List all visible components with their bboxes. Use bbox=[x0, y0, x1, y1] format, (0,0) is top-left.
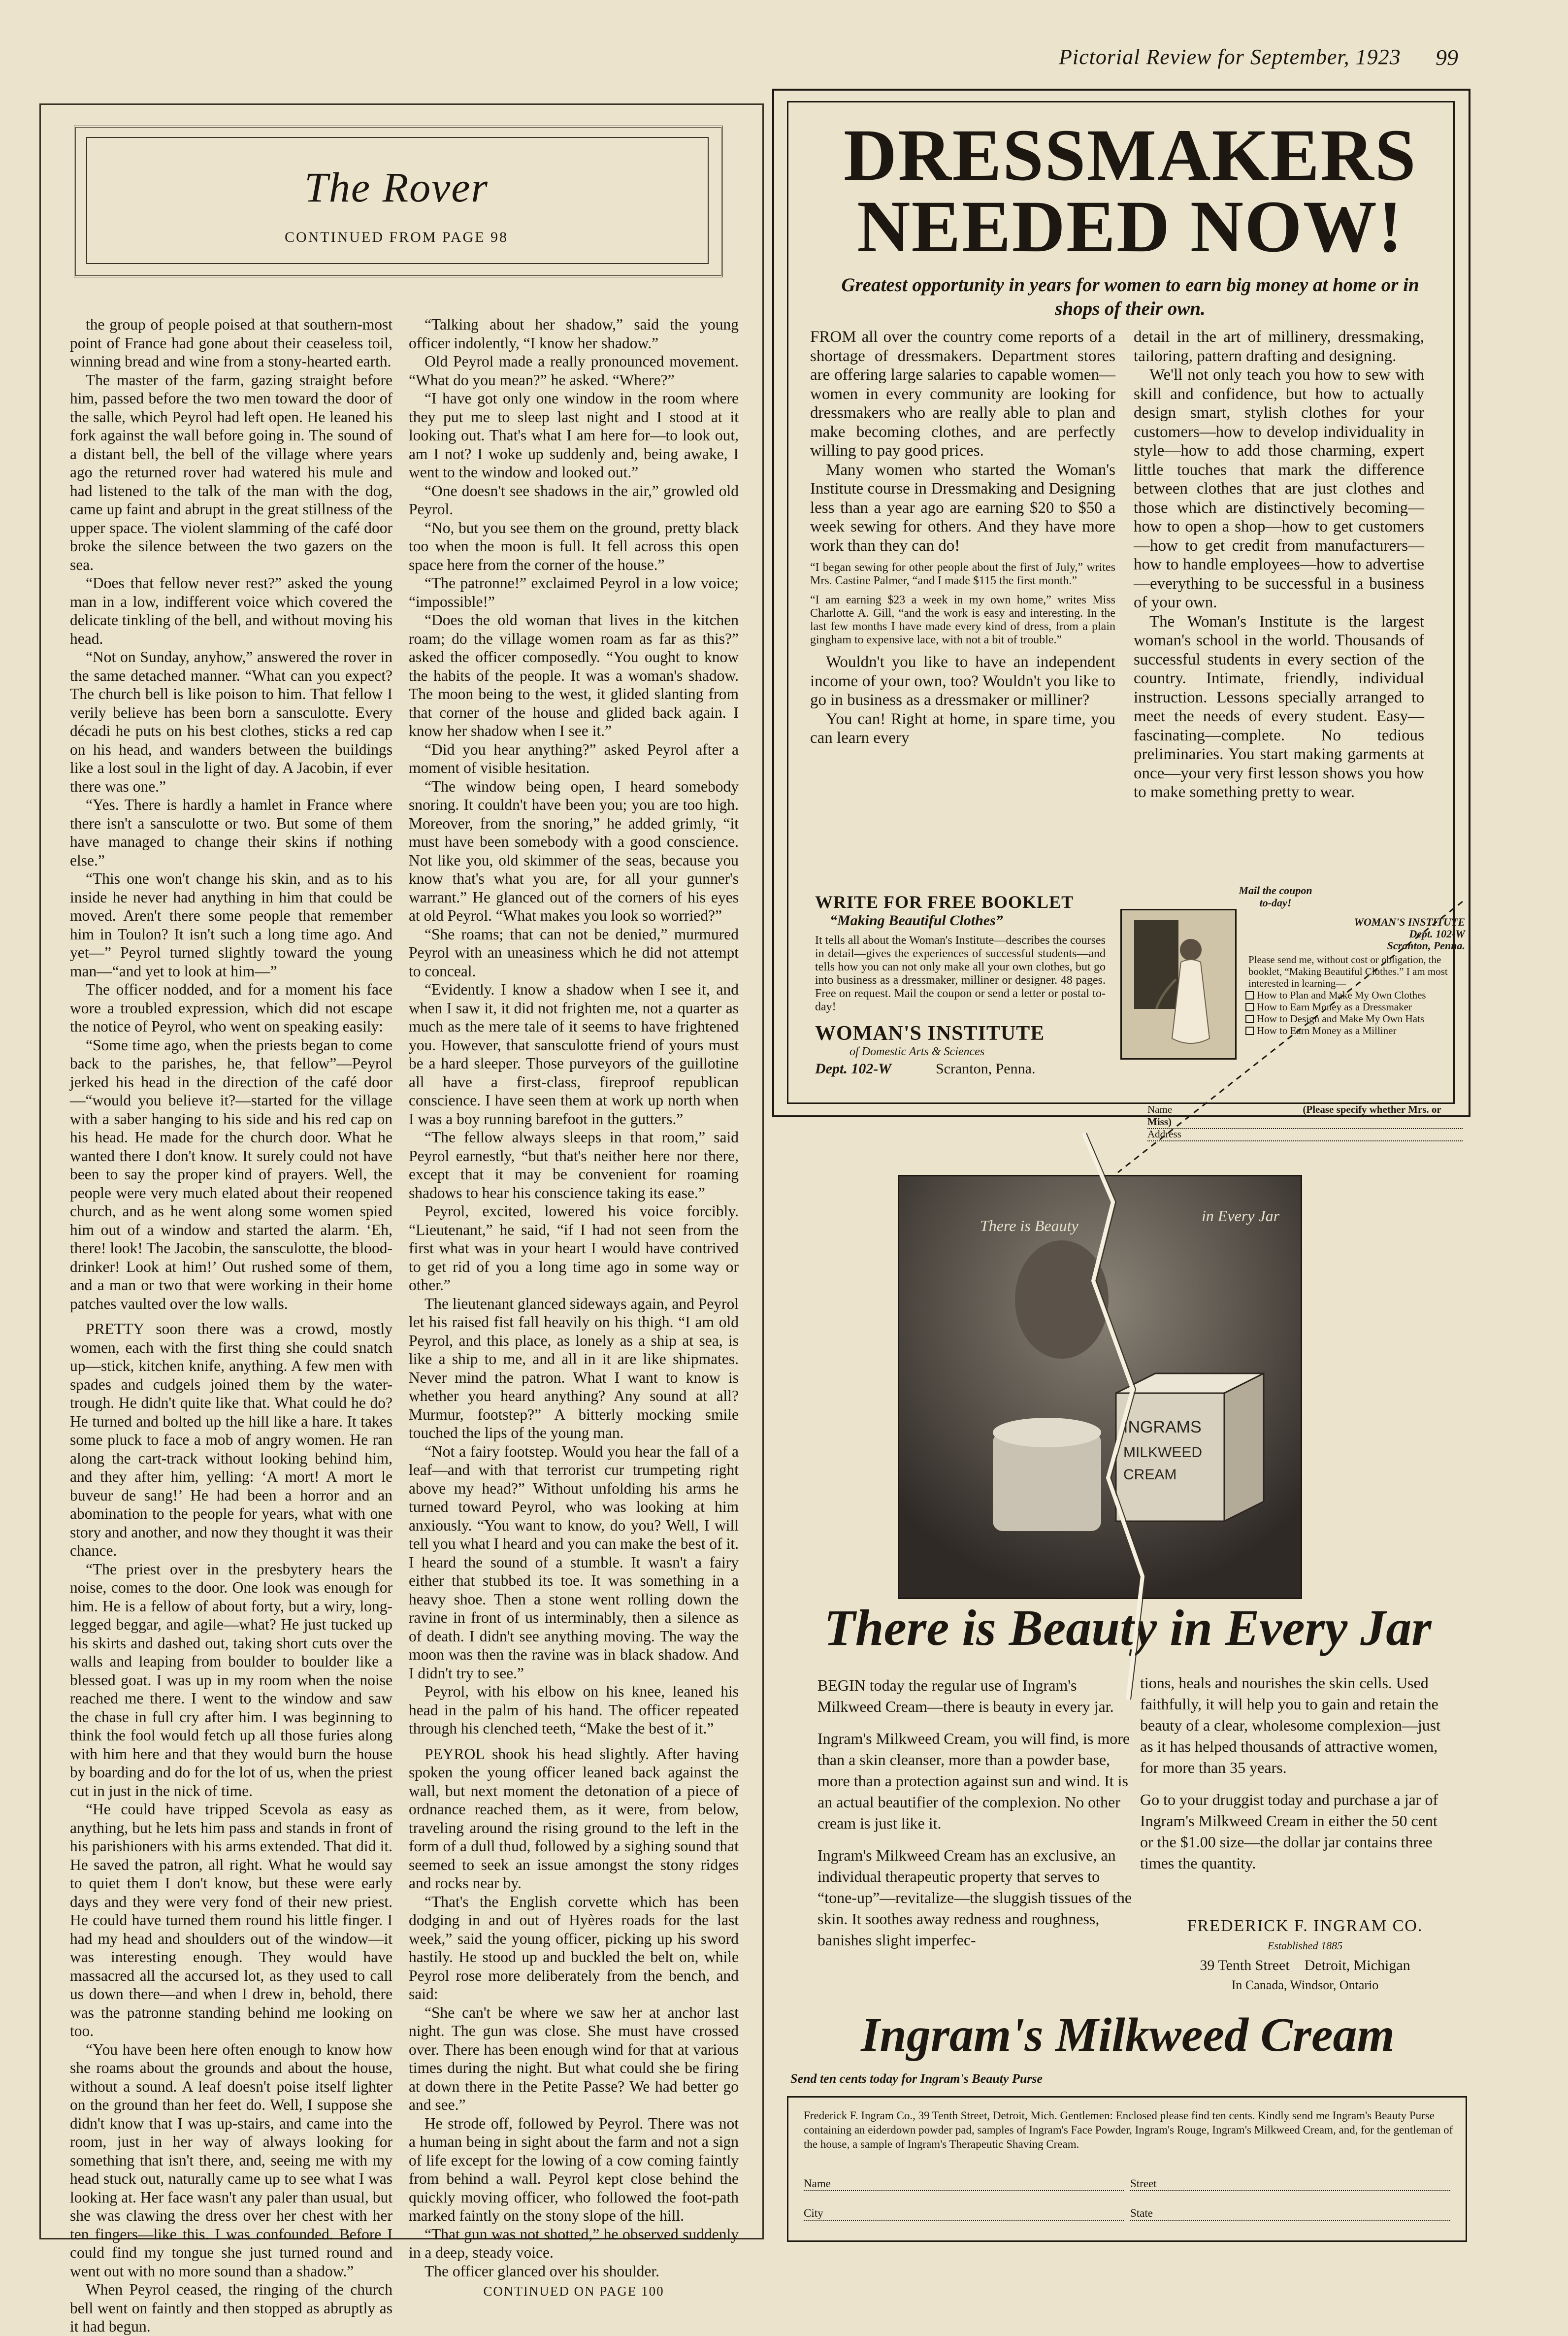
checkbox[interactable] bbox=[1245, 991, 1254, 1000]
dressmakers-coupon bbox=[1243, 916, 1465, 1036]
company-established: Established 1885 bbox=[1267, 1939, 1343, 1952]
booklet-subtitle: “Making Beautiful Clothes” bbox=[830, 912, 1003, 929]
paragraph: Old Peyrol made a really pronounced movement. “What do you mean?” he asked. “Where?” bbox=[409, 353, 739, 389]
paragraph: “The fellow always sleeps in that room,” said Peyrol earnestly, “but that's neither here nor there, except that it may be convenient for roaming shadows to hear his conscience taking its ease.” bbox=[409, 1129, 739, 1201]
continued-on-note: CONTINUED ON PAGE 100 bbox=[483, 2284, 664, 2299]
paragraph: “That's the English corvette which has been dodging in and out of Hyères roads for the last week,” said the young officer, picking up his sword hastily. He stood up and buckled the belt on, while Peyrol rose more deliberately from the bench, and said: bbox=[409, 1893, 739, 2002]
coupon-option[interactable] bbox=[1245, 989, 1465, 1001]
ad-paragraph: Wouldn't you like to have an independent income of your own, too? Wouldn't you like to go in business as a dressmaker or milliner? bbox=[810, 653, 1115, 709]
ad-paragraph: tions, heals and nourishes the skin cells. Used faithfully, it will help you to gain and retain the beauty of a clear, wholesome complexion—just as it has helped thousands of attractive women, for more than 35 years. bbox=[1140, 1674, 1441, 1776]
ingram-name-field[interactable] bbox=[804, 2177, 1124, 2191]
coupon-option-label: How to Earn Money as a Milliner bbox=[1257, 1025, 1397, 1036]
paragraph: “She roams; that can not be denied,” murmured Peyrol with an uneasiness which he did not attempt to conceal. bbox=[409, 925, 739, 980]
paragraph: “You have been here often enough to know how she roams about the grounds and about the house, without a sound. A leaf doesn't poise itself lighter on the ground than her feet do. Well, I suppose she didn't know that I was up-stairs, and came into the room, just in her way of always looking for something that isn't there, and, seeing me with my head stuck out, naturally came up to see what I was looking at. Her face wasn't any paler than usual, but she was clawing the dress over her chest with her ten fingers—like this. I was confounded. Before I could find my tongue she just turned round and went out with no more sound than a shadow.” bbox=[70, 2040, 392, 2280]
checkbox[interactable] bbox=[1245, 1027, 1254, 1035]
section-paragraph: PEYROL shook his head slightly. After having spoken the young officer leaned back against the wall, but next moment the detonation of a piece of ordnance reached them, as it were, from below, traveling around the rising ground to the left in the form of a dull thud, followed by a sighing sound that seemed to seek an issue amongst the stony ridges and rocks near by. bbox=[409, 1745, 739, 1892]
article-column-2 bbox=[409, 315, 739, 2299]
dressmakers-headline-2: NEEDED NOW! bbox=[857, 186, 1404, 267]
paragraph: Peyrol, with his elbow on his knee, leaned his head in the palm of his hand. The officer repeated through his clenched teeth, “Make the best of it.” bbox=[409, 1683, 739, 1737]
paragraph: “Not a fairy footstep. Would you hear the fall of a leaf—and with that terrorist cur trumpeting right above my head?” Without unfolding his arms he turned toward Peyrol, who was looking at him anxiously. “You want to know, do you? Well, I will tell you what I heard and you can make the best of it. I heard the sound of a stumble. It wasn't a fairy either that stubbed its toe. It was something in a heavy shoe. Then a stone went rolling down the ravine in front of us interminably, then a silence as of death. I didn't see anything moving. The way the moon was then the ravine was in black shadow. And I didn't try to see.” bbox=[409, 1442, 739, 1682]
paragraph: “Evidently. I know a shadow when I see it, and when I saw it, it did not frighten me, not a quarter as much as the mere tale of it seems to have frightened you. However, that sansculotte friend of yours must be a hard sleeper. Those purveyors of the guillotine all have a first-class, fireproof republican conscience. I have seen them at work up north when I was a boy running barefoot in the gutters.” bbox=[409, 981, 739, 1128]
coupon-dept: Dept. 102-W bbox=[1409, 928, 1465, 940]
dressmakers-subhead: Greatest opportunity in years for women to earn big money at home or in shops of their own. bbox=[841, 274, 1419, 319]
continued-from-note: CONTINUED FROM PAGE 98 bbox=[284, 229, 509, 245]
paragraph: “Yes. There is hardly a hamlet in France where there isn't a sansculotte or two. But some of them have managed to change their skins if nothing else.” bbox=[70, 796, 392, 869]
paragraph: “The priest over in the presbytery hears the noise, comes to the door. One look was enough for him. He is a fellow of about forty, but a wiry, long-legged beggar, and agile—what? He just tucked up his skirts and dashed out, taking short cuts over the walls and leaping from boulder to boulder like a blessed goat. I was up in my room when the noise reached me there. I went to the window and saw the chase in full cry after him. I was beginning to think the fool would fetch up all those furies along with him here and that they would burn the house by boarding and do for the lot of us, when the priest cut in just in the nick of time. bbox=[70, 1560, 392, 1800]
paragraph: The lieutenant glanced sideways again, and Peyrol let his raised fist fall heavily on his thigh. “I am old Peyrol, and this place, as lonely as a ship at sea, is like a ship to me, and all in it are like shipmates. Never mind the patron. What I want to know is whether you heard anything? Any sound at all? Murmur, footstep?” A bitterly mocking smile touched the lips of the young man. bbox=[409, 1295, 739, 1441]
ingram-company-block bbox=[1162, 1916, 1448, 1995]
ingram-left-column bbox=[817, 1675, 1133, 2015]
paragraph: “He could have tripped Scevola as easy as anything, but he lets him pass and stands in front of his parishioners with his arms extended. That did it. He saved the patron, all right. What he would say to quiet them I don't know, but these were early days and they were very fond of their new priest. He could have turned them round his little finger. I had my head and shoulders out of the window—it was interesting enough. They would have massacred all the accursed lot, as they used to call us down there—and when I drew in, behold, there was the patronne standing behind me looking on too. bbox=[70, 1801, 392, 2039]
paragraph: The officer nodded, and for a moment his face wore a troubled expression, which did not escape the notice of Peyrol, who went on speaking easily: bbox=[70, 981, 392, 1035]
coupon-option-label: How to Earn Money as a Dressmaker bbox=[1257, 1001, 1412, 1013]
coupon-name-field[interactable] bbox=[1147, 1103, 1463, 1129]
dressmakers-left-column bbox=[810, 328, 1115, 889]
page-number: 99 bbox=[1436, 45, 1458, 70]
ad-paragraph: Ingram's Milkweed Cream, you will find, is more than a skin cleanser, more than a powder base, more than a protection against sun and wind. It is an actual beautifier of the complexion. No other cream is just like it. bbox=[817, 1730, 1130, 1832]
photo-caption-left: There is Beauty bbox=[980, 1217, 1078, 1235]
ad-paragraph: You can! Right at home, in spare time, you can learn every bbox=[810, 710, 1115, 747]
dress-figure-icon bbox=[1122, 910, 1235, 1058]
coupon-header: WOMAN'S INSTITUTE bbox=[1354, 916, 1465, 928]
ad-paragraph: detail in the art of millinery, dressmaking, tailoring, pattern drafting and designing. bbox=[1134, 328, 1424, 365]
paragraph: “Talking about her shadow,” said the young officer indolently, “I know her shadow.” bbox=[409, 316, 739, 352]
paragraph: “Not on Sunday, anyhow,” answered the rover in the same detached manner. “What can you expect? The church bell is like poison to him. That fellow I verily believe has been born a sansculotte. Every décadi he puts on his best clothes, sticks a red cap on his head, and wanders between the buildings like a lost soul in the light of day. A Jacobin, if ever there was one.” bbox=[70, 648, 392, 795]
paragraph: “One doesn't see shadows in the air,” growled old Peyrol. bbox=[409, 482, 739, 518]
institute-city: Scranton, Penna. bbox=[935, 1061, 1036, 1077]
company-city: Detroit, Michigan bbox=[1304, 1957, 1410, 1973]
booklet-offer bbox=[815, 892, 1106, 1077]
svg-text:CREAM: CREAM bbox=[1123, 1467, 1177, 1483]
testimonial: “I am earning $23 a week in my own home,” writes Miss Charlotte A. Gill, “and the work is easy and interesting. In the last few months I have made every kind of dress, from a plain gingham to expensive lace, with not a bit of trouble.” bbox=[810, 594, 1115, 646]
paragraph: “Did you hear anything?” asked Peyrol after a moment of visible hesitation. bbox=[409, 740, 739, 776]
ad-paragraph: The Woman's Institute is the largest woman's school in the world. Thousands of successful students in every section of the country. Intimate, friendly, individual instruction. Lessons specially arranged to meet the needs of every student. Easy—fascinating—complete. No tedious preliminaries. You start making garments at once—your very first lesson shows you how to make something pretty to wear. bbox=[1134, 612, 1424, 801]
paragraph: “I have got only one window in the room where they put me to sleep last night and I stood at it looking out. That's what I am here for—to look out, am I not? I woke up suddenly and, being awake, I went to the window and looked out.” bbox=[409, 390, 739, 481]
coupon-city: Scranton, Penna. bbox=[1387, 939, 1465, 952]
city-label: City bbox=[804, 2207, 823, 2219]
ad-paragraph: FROM all over the country come reports of a shortage of dressmakers. Department stores are offering large salaries to capable women—women in every community are looking for dressmakers who are really able to plan and make becoming clothes, and are perfectly willing to pay good prices. bbox=[810, 328, 1115, 460]
paragraph: the group of people poised at that southern-most point of France had gone about their ceaseless toil, winning bread and wine from a stony-hearted earth. bbox=[70, 316, 392, 370]
company-name: FREDERICK F. INGRAM CO. bbox=[1187, 1917, 1423, 1935]
svg-text:INGRAMS: INGRAMS bbox=[1123, 1418, 1202, 1436]
coupon-option-label: How to Design and Make My Own Hats bbox=[1257, 1013, 1425, 1025]
coupon-option[interactable] bbox=[1245, 1001, 1465, 1013]
company-address-line bbox=[1162, 1956, 1448, 1975]
running-header: Pictorial Review for September, 1923 bbox=[1059, 45, 1401, 69]
send-ten-cents-line: Send ten cents today for Ingram's Beauty Purse bbox=[790, 2071, 1043, 2086]
paragraph: “The window being open, I heard somebody snoring. It couldn't have been you; you are too high. Moreover, from the snoring,” he added grimly, “it must have been somebody with a good conscience. Not like you, old skimmer of the seas, because you know that's what you are, for all your gunner's warrant.” He glanced out of the corners of his eyes at old Peyrol. “What makes you look so worried?” bbox=[409, 777, 739, 924]
paragraph: When Peyrol ceased, the ringing of the church bell went on faintly and then stopped as abruptly as it had begun. bbox=[70, 2281, 392, 2335]
paragraph: “Some time ago, when the priests began to come back to the parishes, he, that fellow”—Peyrol jerked his head in the direction of the café door—“would you believe it?—started for the village with a saber hanging to his side and his red cap on his head. He made for the church door. What he wanted there I don't know. It surely could not have been to say the proper kind of prayers. Well, the people were very much elated about their reopened church, and as he went along some women spied him out of a window and started the alarm. ‘Eh, there! look! The Jacobin, the sansculotte, the blood-drinker! Look at him!’ Out rushed some of them, and a man or two that were working in their home patches vaulted over the low walls. bbox=[70, 1036, 392, 1312]
checkbox[interactable] bbox=[1245, 1015, 1254, 1023]
coupon-prompt: Mail the coupon to-day! bbox=[1239, 884, 1312, 909]
company-canada: In Canada, Windsor, Ontario bbox=[1231, 1978, 1379, 1992]
address-label: Address bbox=[1147, 1128, 1181, 1140]
ad-paragraph: BEGIN today the regular use of Ingram's Milkweed Cream—there is beauty in every jar. bbox=[817, 1676, 1114, 1715]
coupon-body: Please send me, without cost or obligation, the booklet, “Making Beautiful Clothes.” I am most interested in learning— bbox=[1248, 954, 1448, 989]
paragraph: “Does the old woman that lives in the kitchen roam; do the village women roam as far as this?” asked the officer composedly. “You ought to know the habits of the people. It was a woman's shadow. The moon being to the west, it glided slanting from that corner of the house and glided back again. I know her shadow when I see it.” bbox=[409, 611, 739, 739]
photo-caption-right: in Every Jar bbox=[1202, 1207, 1280, 1225]
institute-dept bbox=[815, 1061, 1106, 1077]
ingram-brand: Ingram's Milkweed Cream bbox=[861, 2008, 1395, 2062]
checkbox[interactable] bbox=[1245, 1003, 1254, 1011]
ingram-city-field[interactable] bbox=[804, 2207, 1124, 2221]
ingram-headline: There is Beauty in Every Jar bbox=[824, 1600, 1432, 1656]
paper-tear bbox=[1010, 1133, 1207, 1700]
street-label: Street bbox=[1130, 2177, 1157, 2190]
ad-paragraph: Ingram's Milkweed Cream has an exclusive, an individual therapeutic property that serves to “tone-up”—revitalize—the sluggish tissues of the skin. It soothes away redness and roughness, banishes slight imperfec- bbox=[817, 1846, 1132, 1949]
institute-subtitle: of Domestic Arts & Sciences bbox=[849, 1045, 985, 1058]
paragraph: “Does that fellow never rest?” asked the young man in a low, indifferent voice which covered the delicate tinkling of the bell, and without moving his head. bbox=[70, 574, 392, 647]
paragraph: “This one won't change his skin, and as to his inside he never had anything in him that could be moved. Aren't there some people that remember him in Toulon? It isn't such a long time ago. And yet—” Peyrol turned slightly toward the young man—“and yet to look at him—” bbox=[70, 870, 392, 980]
paragraph: “No, but you see them on the ground, pretty black too when the moon is full. It fell across this open space here from the corner of the house.” bbox=[409, 519, 739, 573]
booklet-title: WRITE FOR FREE BOOKLET bbox=[815, 892, 1074, 912]
state-label: State bbox=[1130, 2207, 1153, 2219]
coupon-option[interactable] bbox=[1245, 1025, 1465, 1036]
dept-label: Dept. 102-W bbox=[815, 1061, 891, 1077]
name-label: Name bbox=[1147, 1103, 1173, 1115]
dressmaker-photo bbox=[1120, 909, 1237, 1060]
coupon-option-label: How to Plan and Make My Own Clothes bbox=[1257, 989, 1426, 1001]
ingram-coupon-text: Frederick F. Ingram Co., 39 Tenth Street, Detroit, Mich. Gentlemen: Enclosed please find ten cents. Kindly send me Ingram's Beauty Purse containing an eiderdown powder pad, samples of Ingram's Face Powder, Ingram's Rouge, Ingram's Milkweed Cream, and, for the gentleman of the house, a sample of Ingram's Therapeutic Shaving Cream. bbox=[804, 2109, 1453, 2150]
paragraph: The officer glanced over his shoulder. bbox=[425, 2262, 660, 2280]
section-paragraph: PRETTY soon there was a crowd, mostly women, each with the first thing she could snatch up—stick, kitchen knife, anything. A few men with spades and cudgels joined them by the water-trough. He didn't quite like that. What could he do? He turned and bolted up the hill like a hare. It takes some pluck to face a mob of angry women. He ran along the cart-track without looking behind him, and they after him, yelling: ‘A mort! A mort le buveur de sang!’ He had been a horror and an abomination to the people for years, what with one story and another, and now they thought it was their chance. bbox=[70, 1320, 392, 1559]
paragraph: “She can't be where we saw her at anchor last night. The gun was close. She must have crossed over. There has been enough wind for that at various times during the night. But what could she be firing at down there in the Petite Passe? We had better go and see.” bbox=[409, 2003, 739, 2113]
paragraph: Peyrol, excited, lowered his voice forcibly. “Lieutenant,” he said, “if I had not seen from the first what was in your heart I would have contrived to get rid of you a long time ago in some way or other.” bbox=[409, 1202, 739, 1294]
ingram-state-field[interactable] bbox=[1130, 2207, 1450, 2221]
booklet-body: It tells all about the Woman's Institute—describes the courses in detail—gives the experiences of successful students—and tells how you can not only make all your own clothes, but go into business as a dressmaker, milliner or designer. 48 pages. Free on request. Mail the coupon or send a letter or postal to-day! bbox=[815, 934, 1106, 1013]
paragraph: The master of the farm, gazing straight before him, passed before the two men toward the door of the salle, which Peyrol had left open. He leaned his fork against the wall before going in. The sound of a distant bell, the bell of the village where years ago the returned rover had watered his mule and had listened to the talk of the man with the dog, came up faint and abrupt in the great stillness of the upper space. The violent slamming of the café door broke the silence between the two gazers on the sea. bbox=[70, 371, 392, 573]
institute-name: WOMAN'S INSTITUTE bbox=[815, 1022, 1045, 1045]
name-label: Name bbox=[804, 2177, 831, 2190]
ad-paragraph: We'll not only teach you how to sew with skill and confidence, but how to actually design smart, stylish clothes for your customers—how to develop individuality in style—how to add those charming, expert little touches that mark the difference between clothes that are just clothes and those which are distinctively becoming—how to open a shop—how to get customers—how to get credit from manufacturers—how to handle employees—how to advertise—everything to be successful in a business of your own. bbox=[1134, 366, 1424, 611]
coupon-option[interactable] bbox=[1245, 1013, 1465, 1025]
svg-text:MILKWEED: MILKWEED bbox=[1123, 1444, 1203, 1461]
company-street: 39 Tenth Street bbox=[1200, 1957, 1290, 1973]
ingram-street-field[interactable] bbox=[1130, 2177, 1450, 2191]
testimonial: “I began sewing for other people about the first of July,” writes Mrs. Castine Palmer, “and I made $115 the first month.” bbox=[810, 561, 1115, 587]
article-column-1 bbox=[70, 315, 392, 2335]
ad-paragraph: Many women who started the Woman's Institute course in Dressmaking and Designing less than a year ago are earning $20 to $50 a week sewing for others. And they have more work than they can do! bbox=[810, 461, 1115, 555]
ingram-right-column bbox=[1140, 1672, 1450, 1885]
name-note: (Please specify whether Mrs. or Miss) bbox=[1147, 1103, 1441, 1128]
paragraph: He strode off, followed by Peyrol. There was not a human being in sight about the farm and not a sign of life except for the lowing of a cow coming faintly from behind a wall. Peyrol kept close behind the quickly moving officer, who followed the foot-path marked faintly on the stony slope of the hill. bbox=[409, 2114, 739, 2224]
article-title: The Rover bbox=[304, 164, 489, 211]
ad-paragraph: Go to your druggist today and purchase a jar of Ingram's Milkweed Cream in either the 50 cent or the $1.00 size—the dollar jar contains three times the quantity. bbox=[1140, 1791, 1438, 1872]
dressmakers-right-column bbox=[1134, 328, 1424, 894]
dressmakers-headline: DRESSMAKERS bbox=[844, 114, 1417, 196]
paragraph: “That gun was not shotted,” he observed suddenly in a deep, steady voice. bbox=[409, 2225, 739, 2261]
paragraph: “The patronne!” exclaimed Peyrol in a low voice; “impossible!” bbox=[409, 574, 739, 610]
coupon-institute bbox=[1243, 916, 1465, 952]
